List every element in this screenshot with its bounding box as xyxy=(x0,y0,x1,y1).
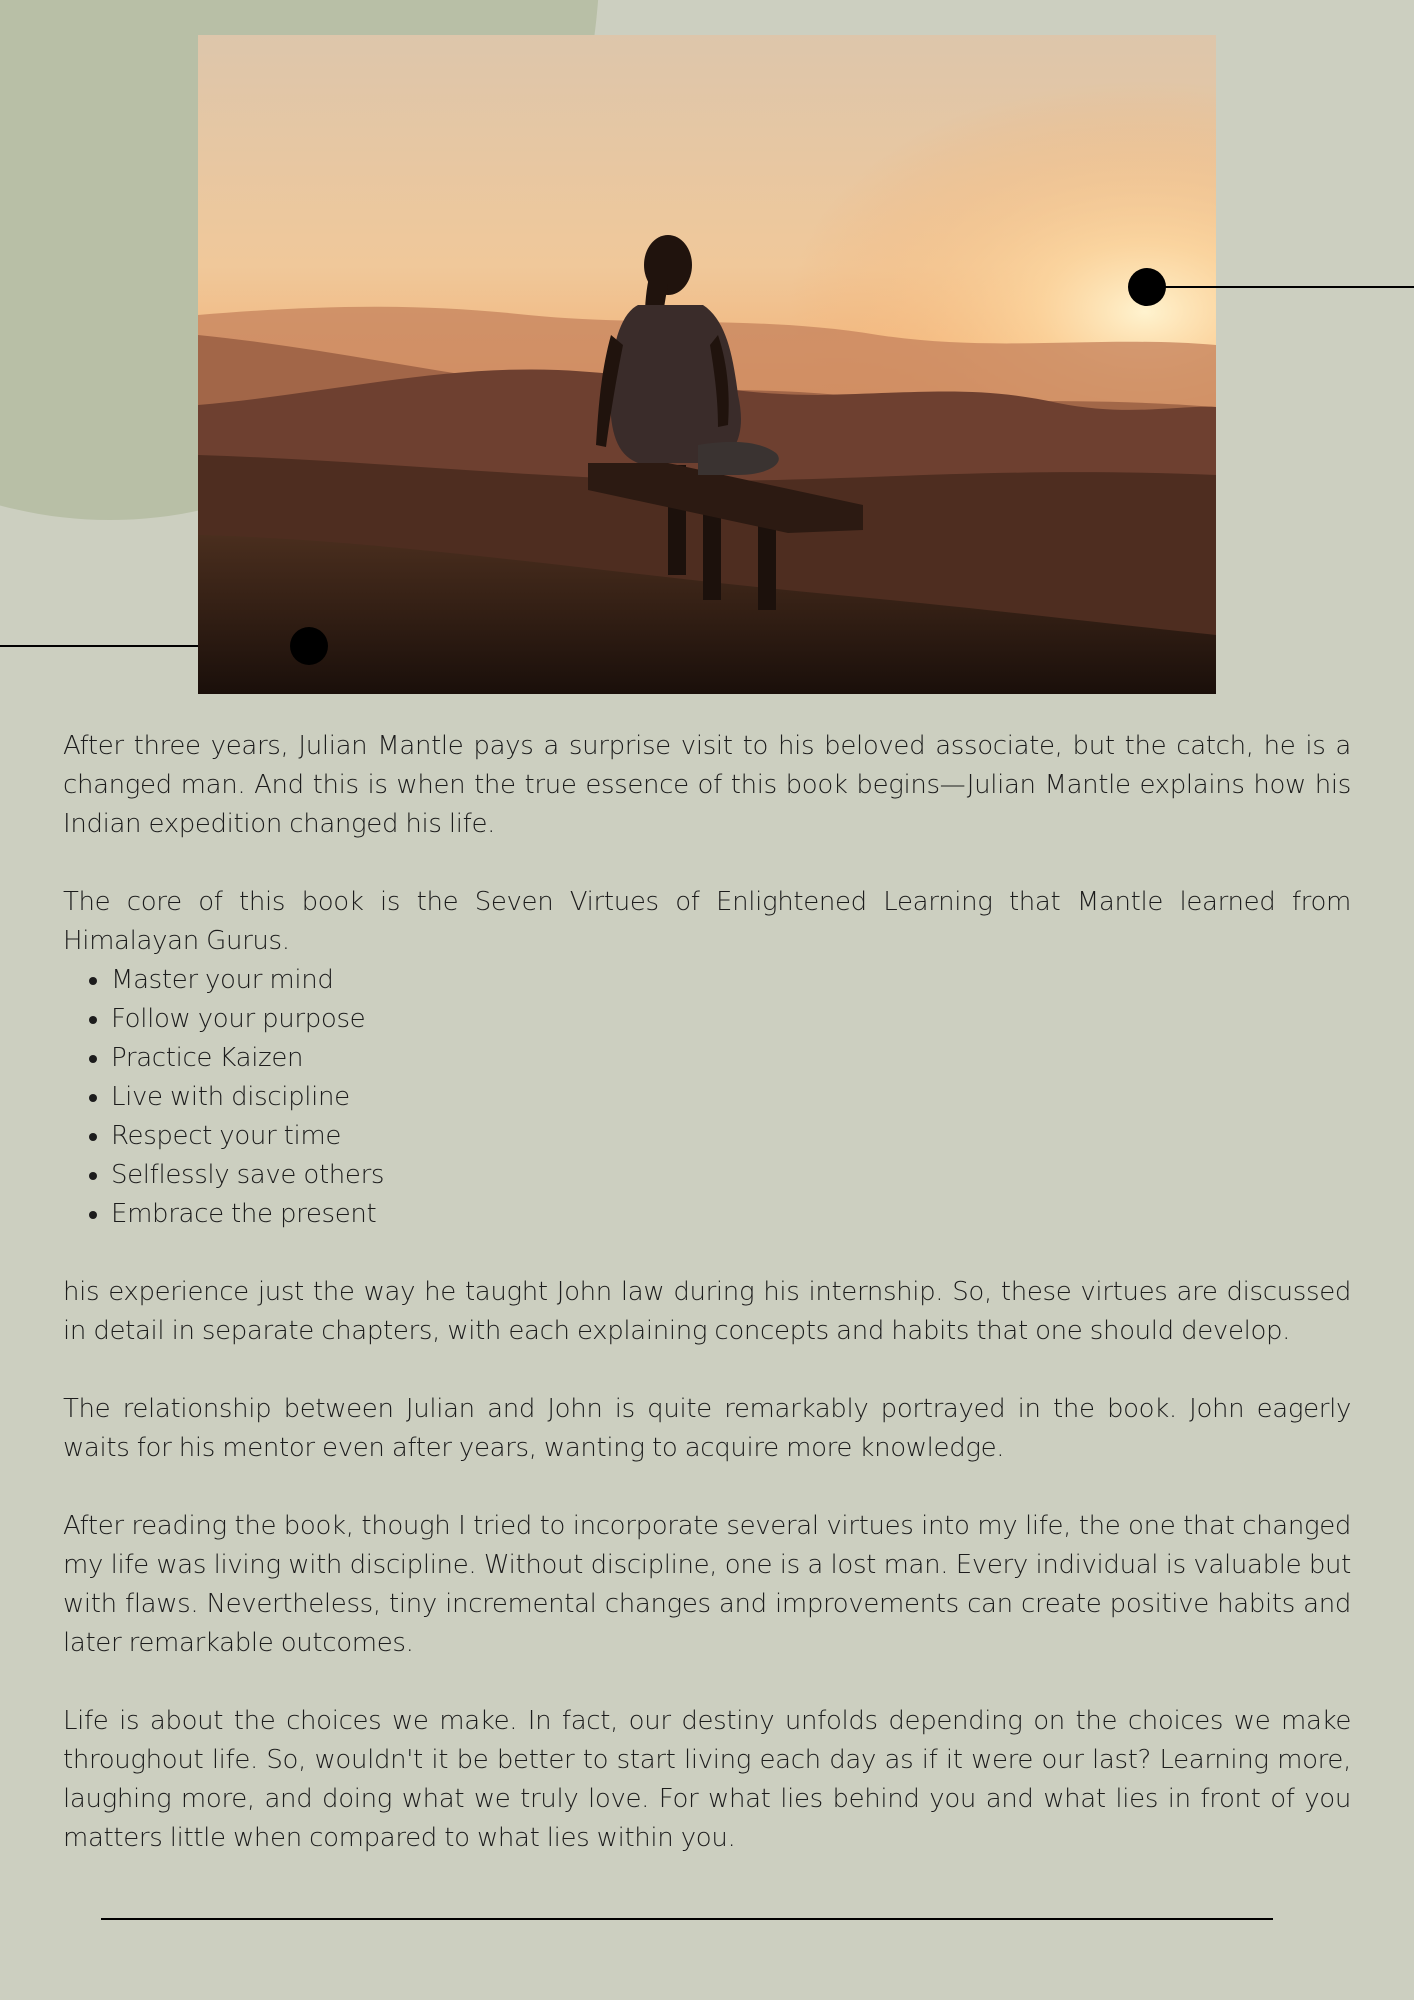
paragraph-intro: After three years, Julian Mantle pays a surprise visit to his beloved associate, but the catch, he is a changed man. And this is when the true essence of this book begins—Julian Mantle explains how his Indian expedition changed his life. xyxy=(63,731,1351,839)
hero-photo xyxy=(198,35,1216,694)
paragraph-discipline: After reading the book, though I tried to incorporate several virtues into my life, the one that changed my life was living with discipline. Without discipline, one is a lost man. Every individual is valuable but with flaws. Nevertheless, tiny incremental changes and improvements can create positive habits and later remarkable outcomes. xyxy=(63,1511,1351,1658)
list-item: • Embrace the present xyxy=(111,1195,1351,1234)
article-body xyxy=(63,727,1351,1858)
paragraph-relationship: The relationship between Julian and John is quite remarkably portrayed in the book. John eagerly waits for his mentor even after years, wanting to acquire more knowledge. xyxy=(63,1394,1351,1463)
paragraph-choices: Life is about the choices we make. In fact, our destiny unfolds depending on the choices we make throughout life. So, wouldn't it be better to start living each day as if it were our last? Learning more, laughing more, and doing what we truly love. For what lies behind you and what lies in front of you matters little when compared to what lies within you. xyxy=(63,1706,1351,1853)
list-item: • Live with discipline xyxy=(111,1078,1351,1117)
paragraph-core: The core of this book is the Seven Virtues of Enlightened Learning that Mantle learned from Himalayan Gurus. xyxy=(63,887,1351,956)
connector-dot-right xyxy=(1128,268,1166,306)
virtues-list xyxy=(63,961,1351,1234)
connector-line-left xyxy=(0,645,198,647)
list-item: • Follow your purpose xyxy=(111,1000,1351,1039)
list-item: • Selflessly save others xyxy=(111,1156,1351,1195)
list-item: • Master your mind xyxy=(111,961,1351,1000)
connector-dot-left xyxy=(290,627,328,665)
list-item: • Practice Kaizen xyxy=(111,1039,1351,1078)
connector-line-right xyxy=(1146,286,1414,288)
list-item: • Respect your time xyxy=(111,1117,1351,1156)
paragraph-experience: his experience just the way he taught John law during his internship. So, these virtues are discussed in detail in separate chapters, with each explaining concepts and habits that one should develop. xyxy=(63,1277,1351,1346)
footer-divider xyxy=(101,1918,1273,1920)
